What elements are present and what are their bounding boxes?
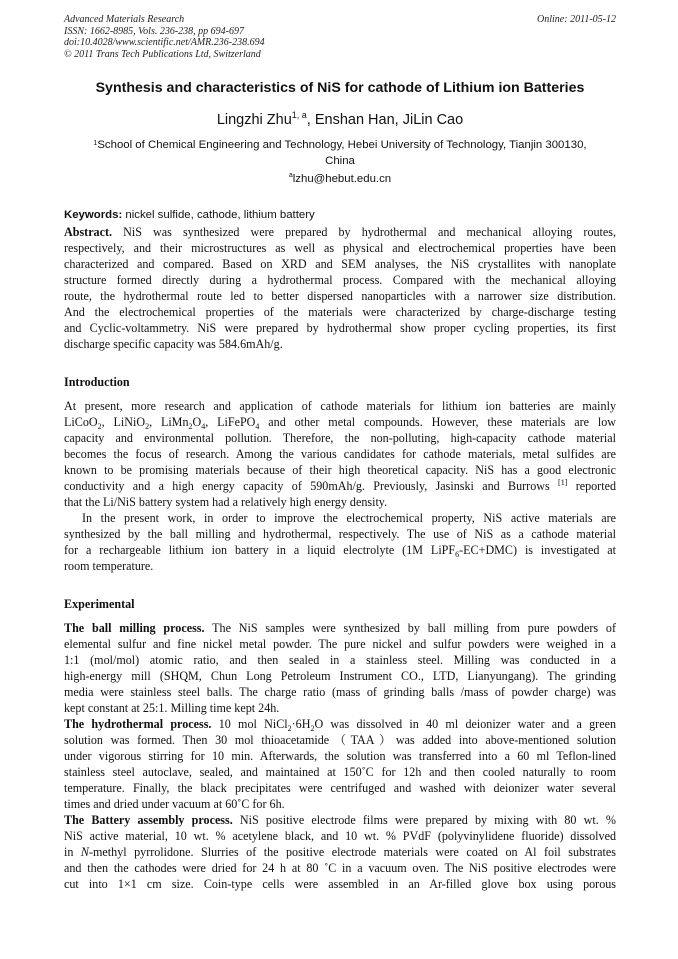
intro-line: that the Li/NiS battery system had a relatively high energy density. (64, 495, 388, 509)
subscript: 2 (310, 724, 315, 732)
subscript: 2 (188, 422, 193, 430)
paper-title: Synthesis and characteristics of NiS for cathode of Lithium ion Batteries (95, 80, 585, 96)
journal-issn: ISSN: 1662-8985, Vols. 236-238, pp 694-697 (64, 25, 244, 37)
intro-line: synthesized by the ball milling and hydrothermal, respectively. The use of NiS as a cathode material (64, 527, 616, 541)
experimental-body (64, 620, 616, 892)
exp-line: NiS active material, 10 wt. % acetylene black, and 10 wt. % PVdF (polyvinylidene fluoride) dissolved (64, 829, 616, 843)
exp-line: 1:1 (mol/mol) atomic ratio, and then sealed in a stainless steel. Milling was conducted in a (64, 653, 616, 667)
subsection-label: The hydrothermal process. (64, 717, 212, 731)
subscript: 2 (287, 724, 292, 732)
exp-text: O was dissolved in 40 ml deionizer water and a green (314, 717, 616, 731)
abstract-line: route, the hydrothermal route led to better dispersed nanoparticles with a narrower size distribution. (64, 289, 616, 303)
intro-line: room temperature. (64, 559, 154, 573)
exp-line: cut into 1×1 cm size. Coin-type cells were assembled in an Ar-filled glove box using porous (64, 877, 616, 891)
abstract-text: NiS was synthesized were prepared by hydrothermal and mechanical alloying routes, (112, 225, 616, 239)
affiliation-line-1: School of Chemical Engineering and Technology, Hebei University of Technology, Tianjin 300130, (97, 139, 587, 151)
abstract-line: and Cyclic-voltammetry. NiS were prepared by hydrothermal show proper cycling properties, its first (64, 321, 616, 335)
abstract-line: respectively, and their microstructures as well as physical and electrochemical properties have been (64, 241, 616, 255)
subsection-label: The Battery assembly process. (64, 813, 233, 827)
abstract-line: characterized and compared. Based on XRD and SEM analyses, the NiS crystallites with nanoplate (64, 257, 616, 271)
intro-line: At present, more research and application of cathode materials for lithium ion batteries are mainly (64, 399, 616, 413)
affiliation-mark: 1 (93, 140, 98, 147)
exp-text: 10 mol NiCl (211, 717, 288, 731)
exp-text: in (64, 845, 81, 859)
exp-line: stainless steel autoclave, sealed, and maintained at 150˚C for 12h and then cooled naturally to room (64, 765, 616, 779)
introduction-body (64, 398, 616, 574)
exp-line: solution was formed. Then 30 mol thioacetamide（TAA）was added into above-mentioned solution (64, 733, 616, 747)
exp-text: The NiS samples were synthesized by ball milling from pure powders of (204, 621, 616, 635)
intro-text: for a rechargeable lithium ion battery in a liquid electrolyte (1M LiPF (64, 543, 456, 557)
abstract-line: structure formed directly during a hydrothermal process. Compared with the mechanical alloying (64, 273, 616, 287)
author-first-affil: 1, a (291, 110, 307, 120)
intro-line: becomes the focus of research. Among the various candidates for cathode materials, metal sulfides are (64, 447, 616, 461)
email-address: lzhu@hebut.edu.cn (292, 173, 392, 185)
citation-ref: [1] (558, 478, 568, 487)
formula-text: , LiNiO (101, 415, 146, 429)
intro-text: reported (567, 479, 616, 493)
introduction-heading: Introduction (64, 375, 130, 389)
online-date: Online: 2011-05-12 (537, 14, 616, 25)
intro-line: capacity and environmental pollution. Therefore, the non-polluting, high-capacity cathode material (64, 431, 616, 445)
intro-line: known to be promising materials because of their high theoretical capacity. NiS has a good electronic (64, 463, 616, 477)
exp-line: and then the cathodes were dried for 24 h at 80 ˚C in a vacuum oven. The NiS positive electrodes were (64, 861, 616, 875)
author-email (64, 173, 616, 185)
journal-copyright: © 2011 Trans Tech Publications Ltd, Switzerland (64, 48, 261, 60)
subscript: 2 (97, 422, 102, 430)
abstract (64, 224, 616, 352)
exp-line (64, 716, 616, 732)
keywords-label: Keywords: (64, 209, 123, 221)
abstract-line: discharge specific capacity was 584.6mAh/g. (64, 337, 283, 351)
exp-line: media were stainless steel balls. The charge ratio (mass of grinding balls /mass of powder charge) was (64, 685, 616, 699)
affiliation-line-2: China (325, 155, 355, 167)
keywords-text: nickel sulfide, cathode, lithium battery (122, 209, 315, 221)
exp-line: high-energy mill (SHQM, Chun Long Petroleum Instrument CO., LTD, Lianyungang). The grinding (64, 669, 616, 683)
formula-text: , LiMn (149, 415, 189, 429)
email-mark: a (288, 172, 293, 179)
exp-line: times and dried under vacuum at 60˚C for 6h. (64, 797, 285, 811)
abstract-label: Abstract. (64, 225, 113, 239)
abstract-line (64, 224, 616, 240)
exp-text: -methyl pyrrolidone. Slurries of the positive electrode materials were coated on Al foil substrates (88, 845, 616, 859)
exp-line: under vigorous stirring for 10 min. Afterwards, the solution was transferred into a 60 ml Teflon-lined (64, 749, 616, 763)
intro-line: In the present work, in order to improve the electrochemical property, NiS active materials are (82, 511, 616, 525)
intro-line (64, 414, 616, 430)
intro-text: and other metal compounds. However, these materials are low (259, 415, 616, 429)
exp-line (64, 620, 616, 636)
exp-line: temperature. Finally, the black precipitates were centrifuged and washed with deionizer water several (64, 781, 616, 795)
subscript: 4 (201, 422, 206, 430)
intro-text: conductivity and a high energy capacity of 590mAh/g. Previously, Jasinski and Burrows (64, 479, 559, 493)
abstract-line: And the electrochemical properties of the materials were characterized by charge-discharge testing (64, 305, 616, 319)
exp-text: NiS positive electrode films were prepared by mixing with 80 wt. % (232, 813, 616, 827)
exp-line (64, 844, 616, 860)
subscript: 2 (145, 422, 150, 430)
italic-text: N (80, 845, 89, 859)
subscript: 4 (255, 422, 260, 430)
author-rest: , Enshan Han, JiLin Cao (306, 112, 464, 128)
journal-header (64, 14, 616, 60)
formula-text: , LiFePO (205, 415, 256, 429)
author-first: Lingzhi Zhu (216, 112, 292, 128)
exp-line (64, 812, 616, 828)
intro-text: -EC+DMC) is investigated at (459, 543, 616, 557)
exp-line: kept constant at 25:1. Milling time kept 24h. (64, 701, 280, 715)
affiliation (64, 137, 616, 169)
journal-name: Advanced Materials Research (64, 14, 185, 25)
formula-text: LiCoO (64, 415, 98, 429)
intro-line (64, 542, 616, 558)
author-list (40, 112, 640, 128)
intro-line (64, 478, 616, 494)
formula-text: O (192, 415, 202, 429)
exp-line: elemental sulfur and fine nickel metal powder. The pure nickel and sulfur powders were weighed in a (64, 637, 616, 651)
subsection-label: The ball milling process. (64, 621, 205, 635)
keywords (64, 209, 616, 221)
experimental-heading: Experimental (64, 597, 135, 611)
subscript: 6 (455, 550, 460, 558)
journal-doi: doi:10.4028/www.scientific.net/AMR.236-238.694 (64, 37, 265, 48)
exp-text: ·6H (291, 717, 311, 731)
